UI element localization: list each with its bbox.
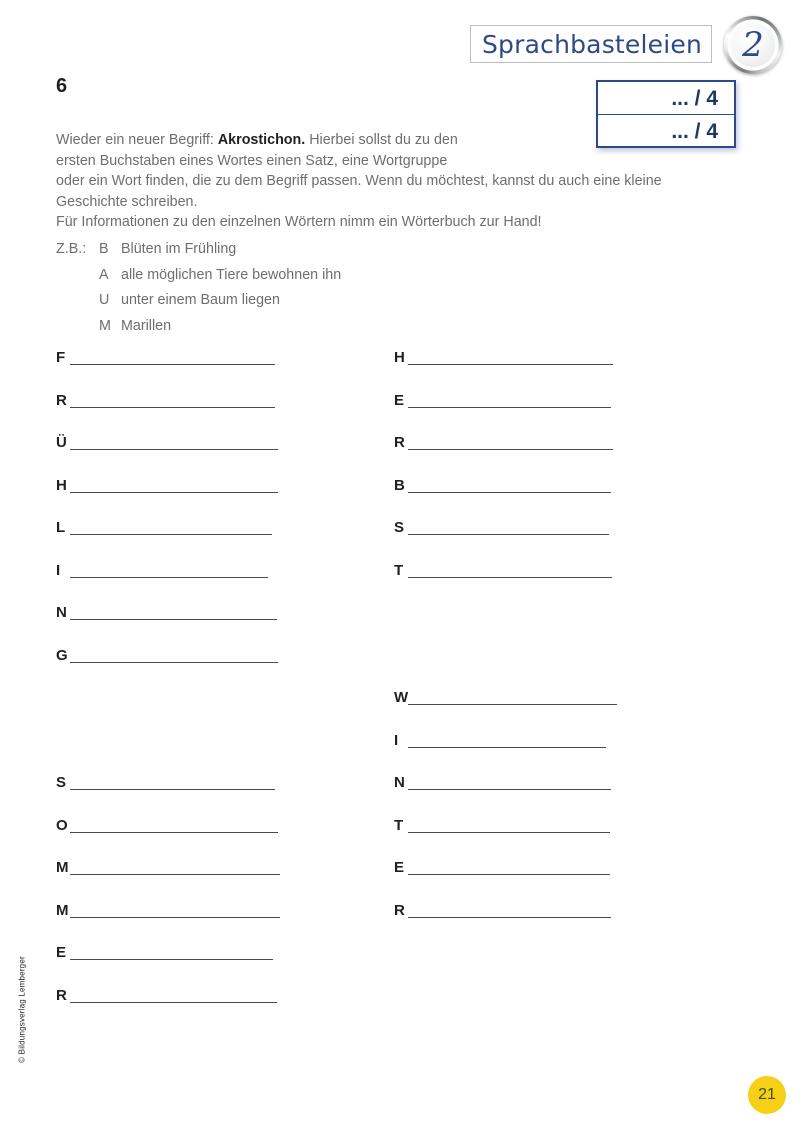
page-title: Sprachbasteleien bbox=[481, 30, 703, 59]
instructions-line-4: Geschichte schreiben. bbox=[56, 193, 198, 210]
example-text-1: Blüten im Frühling bbox=[121, 241, 237, 257]
acrostic-letter: E bbox=[394, 859, 405, 876]
acrostic-write-line[interactable] bbox=[70, 407, 275, 408]
acrostic-letter: H bbox=[394, 349, 405, 366]
instructions-line-2: ersten Buchstaben eines Wortes einen Satz, eine Wortgruppe bbox=[56, 152, 448, 169]
instructions-text-b: Hierbei sollst du zu den bbox=[305, 132, 458, 148]
acrostic-letter: I bbox=[56, 561, 61, 579]
example-text-4: Marillen bbox=[121, 317, 172, 334]
acrostic-write-line[interactable] bbox=[70, 492, 278, 493]
score-row-1[interactable]: ... / 4 bbox=[598, 82, 734, 115]
example-row-4 bbox=[56, 314, 341, 340]
acrostic-letter: R bbox=[394, 901, 405, 919]
example-letter-3: U bbox=[99, 292, 110, 308]
acrostic-letter: G bbox=[56, 646, 68, 664]
acrostic-letter: I bbox=[394, 731, 399, 749]
acrostic-letter: L bbox=[56, 519, 66, 536]
acrostic-write-line[interactable] bbox=[70, 449, 278, 450]
acrostic-write-line[interactable] bbox=[70, 364, 275, 365]
instructions-block bbox=[56, 130, 746, 233]
acrostic-write-line[interactable] bbox=[70, 662, 278, 663]
acrostic-write-line[interactable] bbox=[70, 959, 273, 960]
acrostic-letter: H bbox=[56, 476, 67, 494]
acrostic-letter: T bbox=[394, 816, 404, 834]
acrostic-letter: T bbox=[394, 561, 404, 579]
instructions-line-5: Für Informationen zu den einzelnen Wörtern nimm ein Wörterbuch zur Hand! bbox=[56, 214, 542, 231]
acrostic-letter: N bbox=[56, 604, 67, 621]
acrostic-letter: N bbox=[394, 774, 405, 791]
acrostic-letter: R bbox=[56, 986, 67, 1004]
acrostic-write-line[interactable] bbox=[408, 449, 613, 450]
score-row-2[interactable]: ... / 4 bbox=[671, 120, 718, 143]
example-label: Z.B.: bbox=[56, 241, 87, 257]
page-number-badge bbox=[748, 1076, 786, 1114]
acrostic-write-line[interactable] bbox=[408, 704, 617, 705]
example-block bbox=[56, 237, 341, 339]
example-row-2 bbox=[56, 263, 341, 289]
example-text-2: alle möglichen Tiere bewohnen ihn bbox=[121, 266, 342, 283]
acrostic-letter: S bbox=[56, 774, 67, 791]
example-row-3 bbox=[56, 288, 341, 314]
acrostic-write-line[interactable] bbox=[408, 492, 611, 493]
acrostic-letter: R bbox=[56, 391, 67, 409]
acrostic-write-line[interactable] bbox=[408, 407, 611, 408]
acrostic-letter: O bbox=[56, 816, 68, 834]
exercise-number: 6 bbox=[56, 75, 68, 97]
acrostic-write-line[interactable] bbox=[408, 917, 611, 918]
acrostic-write-line[interactable] bbox=[408, 874, 610, 875]
copyright-notice: © Bildungsverlag Lemberger bbox=[17, 956, 27, 1063]
acrostic-letter: W bbox=[394, 689, 409, 706]
instructions-line-1 bbox=[56, 130, 746, 151]
example-letter-4: M bbox=[99, 317, 111, 334]
acrostic-letter: Ü bbox=[56, 434, 67, 451]
acrostic-letter: M bbox=[56, 901, 69, 919]
acrostic-write-line[interactable] bbox=[70, 832, 278, 833]
instructions-keyword: Akrostichon. bbox=[217, 132, 306, 148]
acrostic-letter: S bbox=[394, 519, 405, 536]
acrostic-letter: E bbox=[56, 944, 67, 961]
acrostic-letter: M bbox=[56, 859, 69, 876]
chapter-badge bbox=[724, 16, 782, 74]
page-number-text: 21 bbox=[758, 1086, 776, 1103]
acrostic-write-line[interactable] bbox=[408, 747, 606, 748]
acrostic-letter: R bbox=[394, 434, 405, 451]
example-text-3: unter einem Baum liegen bbox=[121, 292, 280, 308]
acrostic-write-line[interactable] bbox=[70, 534, 272, 535]
example-row-1 bbox=[56, 237, 341, 263]
acrostic-write-line[interactable] bbox=[70, 917, 280, 918]
acrostic-letter: F bbox=[56, 349, 66, 366]
acrostic-letter: E bbox=[394, 391, 405, 409]
acrostic-write-line[interactable] bbox=[70, 874, 280, 875]
header-title-box bbox=[470, 25, 712, 63]
example-letter-1: B bbox=[99, 241, 109, 257]
chapter-badge-number: 2 bbox=[742, 25, 764, 65]
acrostic-letter: B bbox=[394, 476, 405, 494]
instructions-line-3: oder ein Wort finden, die zu dem Begriff passen. Wenn du möchtest, kannst du auch eine kleine bbox=[56, 173, 662, 190]
acrostic-write-line[interactable] bbox=[408, 577, 612, 578]
example-letter-2: A bbox=[99, 266, 109, 283]
acrostic-write-line[interactable] bbox=[408, 789, 611, 790]
instructions-text-a: Wieder ein neuer Begriff: bbox=[56, 132, 218, 148]
acrostic-write-line[interactable] bbox=[70, 619, 277, 620]
acrostic-write-line[interactable] bbox=[70, 577, 268, 578]
acrostic-write-line[interactable] bbox=[408, 534, 609, 535]
acrostic-write-line[interactable] bbox=[70, 789, 275, 790]
acrostic-write-line[interactable] bbox=[408, 364, 613, 365]
acrostic-write-line[interactable] bbox=[70, 1002, 277, 1003]
acrostic-write-line[interactable] bbox=[408, 832, 610, 833]
